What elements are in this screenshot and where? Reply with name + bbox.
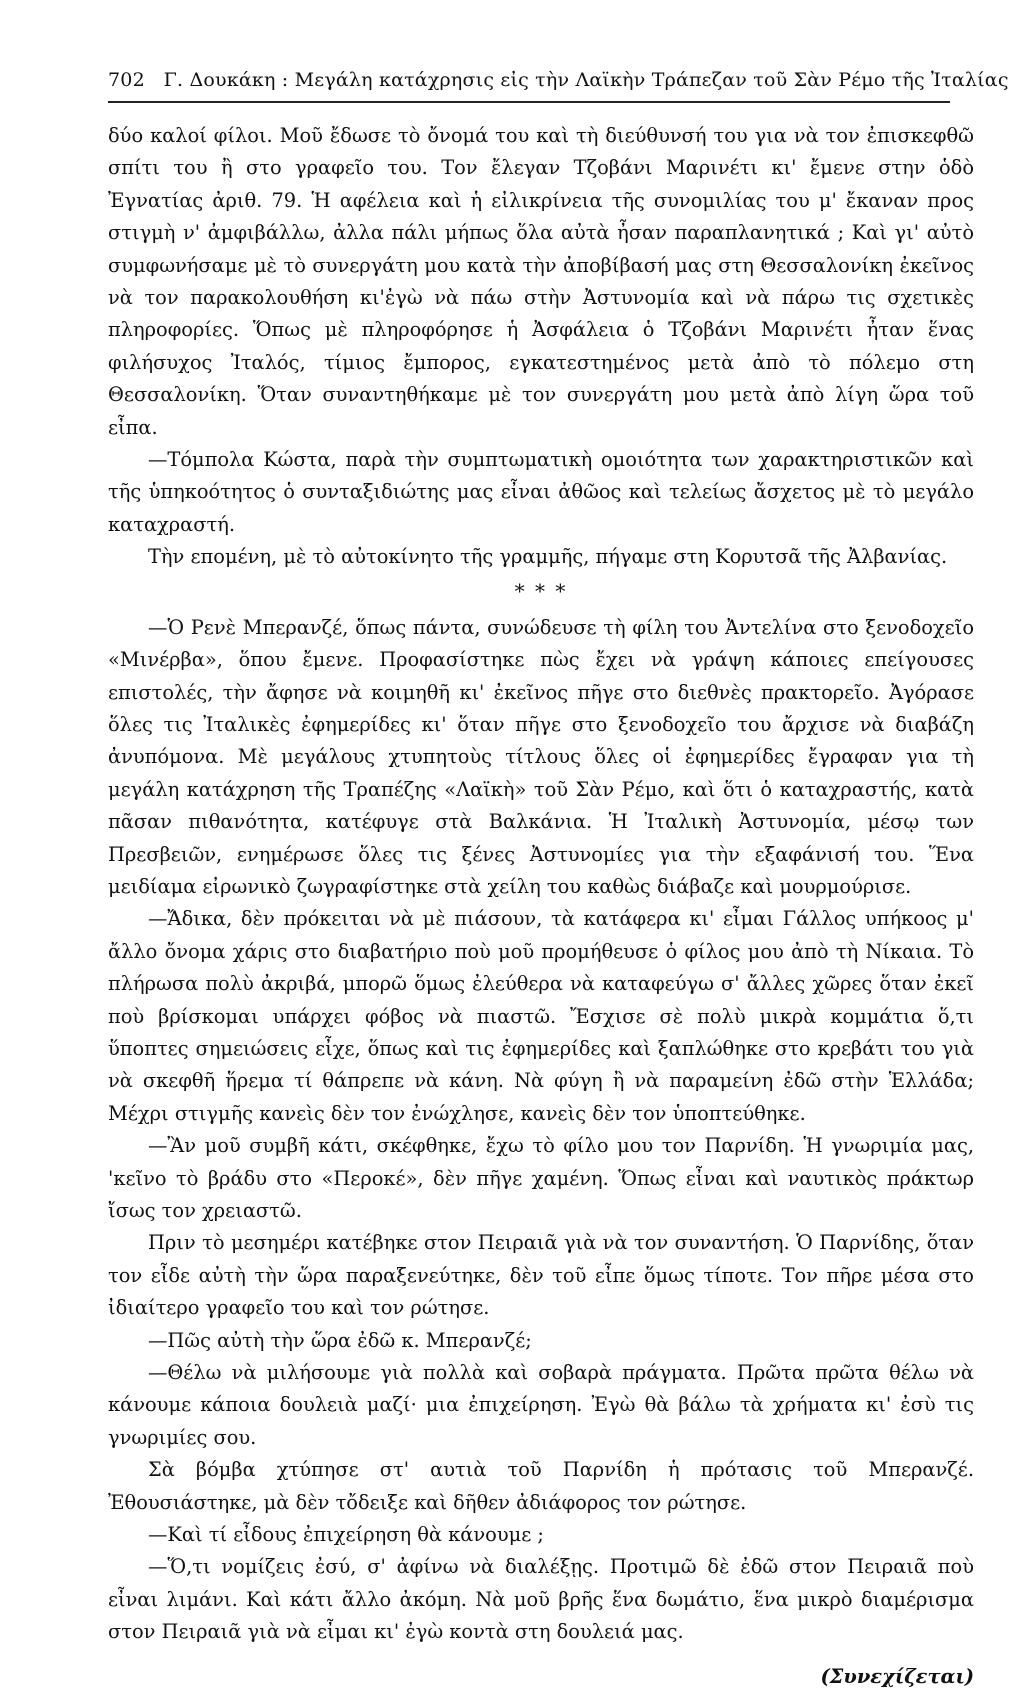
paragraph: —Ὅ,τι νομίζεις ἐσύ, σ' ἀφίνω νὰ διαλέξῃς. Προτιμῶ δὲ ἐδῶ στον Πειραιᾶ ποὺ εἶναι λιμάνι. Καὶ κάτι ἄλλο ἀκόμη. Νὰ μοῦ βρῆς ἕνα δωμάτιο, ἕνα μικρὸ διαμέρισμα στον Πειραιᾶ γιὰ νὰ εἶμαι κι' ἐγὼ κοντὰ στη δουλειά μας.: [108, 1555, 974, 1644]
paragraph: —Πῶς αὐτὴ τὴν ὥρα ἐδῶ κ. Μπερανζέ;: [148, 1328, 532, 1352]
running-header: [108, 66, 1009, 94]
paragraph: —Ἄδικα, δὲν πρόκειται νὰ μὲ πιάσουν, τὰ κατάφερα κι' εἶμαι Γάλλος υπήκοος μ' ἄλλο ὄνομα χάρις στο διαβατήριο ποὺ μοῦ προμήθευσε ὁ φίλος μου ἀπὸ τὴ Νίκαια. Τὸ πλήρωσα πολὺ ἀκριβά, μπορῶ ὅμως ἐλεύθερα νὰ καταφεύγω σ' ἄλλες χῶρες ὅταν ἐκεῖ ποὺ βρίσκομαι υπάρχει φόβος νὰ πιαστῶ. Ἔσχισε σὲ πολὺ μικρὰ κομμάτια ὅ,τι ὕποπτες σημειώσεις εἶχε, ὅπως καὶ τις ἐφημερίδες καὶ ξαπλώθηκε στο κρεβάτι του γιὰ νὰ σκεφθῆ ἥρεμα τί θάπρεπε νὰ κάνη. Νὰ φύγη ἢ νὰ παραμείνη ἐδῶ στὴν Ἑλλάδα; Μέχρι στιγμῆς κανεὶς δὲν τον ἐνώχλησε, κανεὶς δὲν τον ὑποπτεύθηκε.: [108, 907, 974, 1125]
paragraph: Τὴν επομένη, μὲ τὸ αὐτοκίνητο τῆς γραμμῆς, πήγαμε στη Κορυτσᾶ τῆς Ἀλβανίας.: [148, 545, 948, 569]
paragraph: —Ἂν μοῦ συμβῆ κάτι, σκέφθηκε, ἔχω τὸ φίλο μου τον Παρνίδη. Ἡ γνωριμία μας, 'κεῖνο τὸ βράδυ στο «Περοκέ», δὲν πῆγε χαμένη. Ὅπως εἶναι καὶ ναυτικὸς πράκτωρ ἴσως τον χρειαστῶ.: [108, 1134, 974, 1222]
page-number: 702: [108, 69, 145, 91]
paragraph: —Τόμπολα Κώστα, παρὰ τὴν συμπτωματικὴ ομοιότητα των χαρακτηριστικῶν καὶ τῆς ὑπηκοότητος ὁ συνταξιδιώτης μας εἶναι ἀθῶος καὶ τελείως ἄσχετος μὲ τὸ μεγάλο καταχραστή.: [108, 448, 974, 536]
section-separator: * * *: [514, 578, 568, 603]
paragraph: —Καὶ τί εἶδους ἐπιχείρηση θὰ κάνουμε ;: [148, 1523, 544, 1547]
paragraph: δύο καλοί φίλοι. Μοῦ ἔδωσε τὸ ὄνομά του καὶ τὴ διεύθυνσή του για νὰ τον ἐπισκεφθῶ σπίτι του ἢ στο γραφεῖο του. Τον ἔλεγαν Τζοβάνι Μαρινέτι κι' ἔμενε στην ὁδὸ Ἐγνατίας ἀριθ. 79. Ἡ αφέλεια καὶ ἡ εἰλικρίνεια τῆς συνομιλίας του μ' ἔκαναν προς στιγμὴ ν' ἀμφιβάλλω, ἀλλα πάλι μήπως ὅλα αὐτὰ ἦσαν παραπλανητικά ; Καὶ γι' αὐτὸ συμφωνήσαμε μὲ τὸ συνεργάτη μου κατὰ τὴν ἀποβίβασή μας στη Θεσσαλονίκη ἐκεῖνος νὰ τον παρακολουθήση κι'ἐγὼ νὰ πάω στὴν Ἀστυνομία καὶ νὰ πάρω τις σχετικὲς πληροφορίες. Ὅπως μὲ πληροφόρησε ἡ Ἀσφάλεια ὁ Τζοβάνι Μαρινέτι ἦταν ἕνας φιλήσυχος Ἰταλός, τίμιος ἔμπορος, εγκατεστημένος μετὰ ἀπὸ τὸ πόλεμο στη Θεσσαλονίκη. Ὅταν συναντηθήκαμε μὲ τον συνεργάτη μου μετὰ ἀπὸ λίγη ὥρα τοῦ εἶπα.: [108, 124, 974, 439]
paragraph: Πριν τὸ μεσημέρι κατέβηκε στον Πειραιᾶ γιὰ νὰ τον συναντήση. Ὁ Παρνίδης, ὅταν τον εἶδε αὐτὴ τὴν ὥρα παραξενεύτηκε, δὲν τοῦ εἶπε ὅμως τίποτε. Τον πῆρε μέσα στο ἰδιαίτερο γραφεῖο του καὶ τον ρώτησε.: [108, 1231, 974, 1320]
running-title: Γ. Δουκάκη : Μεγάλη κατάχρησις εἰς τὴν Λαϊκὴν Τράπεζαν τοῦ Σὰν Ρέμο τῆς Ἰταλίας: [163, 69, 1009, 91]
paragraph: —Θέλω νὰ μιλήσουμε γιὰ πολλὰ καὶ σοβαρὰ πράγματα. Πρῶτα πρῶτα θέλω νὰ κάνουμε κάποια δουλειὰ μαζί· μια ἐπιχείρηση. Ἐγὼ θὰ βάλω τὰ χρήματα κι' ἐσὺ τις γνωριμίες σου.: [108, 1361, 974, 1449]
paragraph: —Ὁ Ρενὲ Μπερανζέ, ὅπως πάντα, συνώδευσε τὴ φίλη του Ἀντελίνα στο ξενοδοχεῖο «Μινέρβα», ὅπου ἔμενε. Προφασίστηκε πὼς ἔχει νὰ γράψη κάποιες επείγουσες επιστολές, τὴν ἄφησε νὰ κοιμηθῆ κι' ἐκεῖνος πῆγε στο διεθνὲς πρακτορεῖο. Ἀγόρασε ὅλες τις Ἰταλικὲς ἐφημερίδες κι' ὅταν πῆγε στο ξενοδοχεῖο του ἄρχισε νὰ διαβάζη ἀνυπόμονα. Μὲ μεγάλους χτυπητοὺς τίτλους ὅλες οἱ ἐφημερίδες ἔγραφαν για τὴ μεγάλη κατάχρηση τῆς Τραπέζης «Λαϊκὴ» τοῦ Σὰν Ρέμο, καὶ ὅτι ὁ καταχραστής, κατὰ πᾶσαν πιθανότητα, κατέφυγε στὰ Βαλκάνια. Ἡ Ἰταλικὴ Ἀστυνομία, μέσῳ των Πρεσβειῶν, ενημέρωσε ὅλες τις ξένες Ἀστυνομίες για τὴν εξαφάνισή του. Ἕνα μειδίαμα εἰρωνικὸ ζωγραφίστηκε στὰ χείλη του καθὼς διάβαζε καὶ μουρμούρισε.: [108, 615, 974, 898]
body-text: [108, 120, 974, 1693]
continued-note: (Συνεχίζεται): [820, 1664, 974, 1688]
header-rule: [108, 101, 950, 103]
paragraph: Σὰ βόμβα χτύπησε στ' αυτιὰ τοῦ Παρνίδη ἡ πρότασις τοῦ Μπερανζέ. Ἐθουσιάστηκε, μὰ δὲν τὄδειξε καὶ δῆθεν ἀδιάφορος τον ρώτησε.: [108, 1458, 974, 1514]
